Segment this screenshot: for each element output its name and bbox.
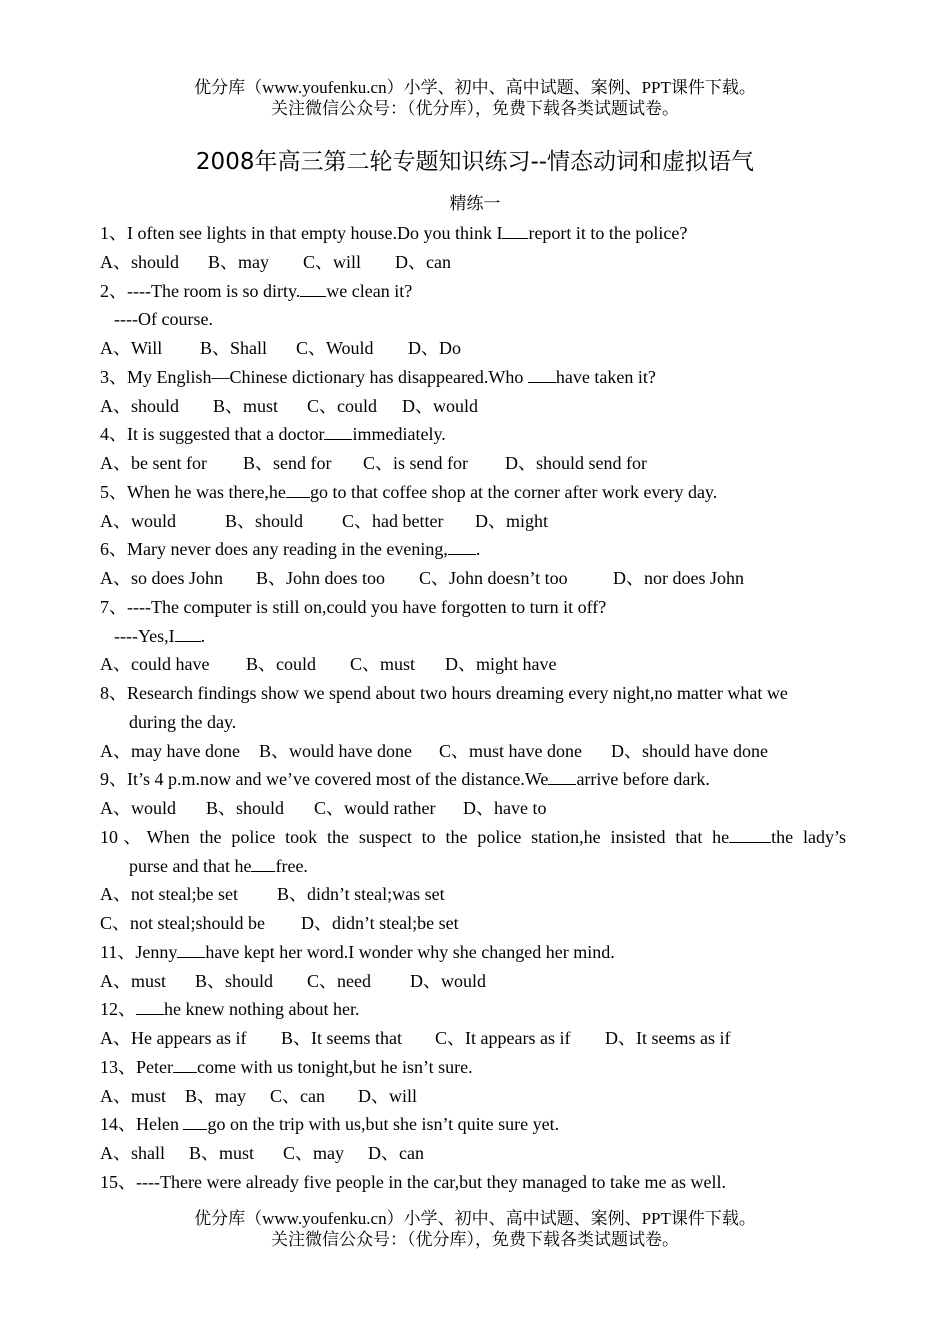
question-text: 12、	[100, 999, 136, 1020]
option-b: B、must	[189, 1143, 255, 1163]
option-c: C、Would	[296, 338, 374, 358]
option-b: B、may	[208, 251, 269, 272]
option-d: D、would	[402, 395, 478, 416]
option-d: D、might have	[445, 654, 557, 675]
option-d: D、didn’t steal;be set	[301, 913, 459, 933]
answer-blank	[502, 220, 528, 239]
question-text: 10、When the police took the suspect to the police station,he insisted that he	[100, 826, 730, 847]
question-text: 13、Peter	[100, 1056, 173, 1077]
question-12	[100, 995, 846, 1024]
option-a: A、should	[100, 395, 180, 416]
question-text: 3、My English—Chinese dictionary has disappeared.Who	[100, 366, 528, 387]
question-14	[100, 1110, 846, 1139]
answer-blank	[175, 623, 201, 642]
answer-blank	[251, 853, 275, 872]
question-13	[100, 1053, 846, 1082]
question-2-options	[100, 334, 846, 363]
question-5-options	[100, 507, 846, 536]
option-c: C、It appears as if	[435, 1028, 571, 1048]
question-text: ----Yes,I	[114, 625, 175, 646]
question-9-options	[100, 794, 846, 823]
option-a: A、would	[100, 798, 176, 818]
header-line-2: 关注微信公众号：（优分库），免费下载各类试题试卷。	[271, 99, 679, 118]
option-a: A、must	[100, 970, 167, 991]
option-d: D、will	[358, 1085, 418, 1106]
question-8-continued: during the day.	[129, 711, 237, 732]
question-11-options	[100, 967, 846, 996]
question-text: arrive before dark.	[576, 769, 710, 790]
option-b: B、may	[185, 1085, 246, 1106]
option-c: C、must	[350, 654, 416, 675]
option-b: B、send for	[243, 453, 332, 473]
question-9	[100, 765, 846, 794]
page-header	[0, 77, 950, 119]
option-b: B、John does too	[256, 568, 386, 588]
option-a: A、should	[100, 251, 180, 272]
answer-blank	[300, 278, 326, 297]
question-text: go to that coffee shop at the corner after work every day.	[309, 481, 718, 502]
question-text: 6、Mary never does any reading in the evening,	[100, 539, 448, 560]
option-d: D、nor does John	[613, 568, 744, 588]
question-text: immediately.	[352, 424, 446, 445]
option-d: D、should send for	[505, 453, 647, 473]
question-1-options	[100, 248, 846, 277]
question-8: 8、Research findings show we spend about two hours dreaming every night,no matter what we	[100, 683, 788, 703]
option-a: A、shall	[100, 1143, 165, 1163]
option-c: C、would rather	[314, 798, 436, 818]
question-3	[100, 363, 846, 392]
question-text: purse and that he	[129, 855, 252, 876]
question-4-options	[100, 449, 846, 478]
question-text: report it to the police?	[528, 223, 688, 243]
option-d: D、can	[368, 1143, 424, 1163]
option-b: B、didn’t steal;was set	[277, 884, 445, 905]
option-b: B、Shall	[200, 338, 268, 358]
question-text: 11、Jenny	[100, 941, 178, 962]
question-list	[100, 219, 846, 1197]
option-b: B、It seems that	[281, 1028, 402, 1048]
option-c: C、need	[307, 970, 371, 991]
question-14-options	[100, 1139, 846, 1168]
answer-blank	[729, 824, 771, 843]
question-12-options	[100, 1024, 846, 1053]
question-1	[100, 219, 846, 248]
question-7-reply	[100, 622, 846, 651]
option-d: D、It seems as if	[605, 1028, 731, 1048]
answer-blank	[286, 479, 310, 498]
question-text: free.	[275, 855, 308, 876]
question-2	[100, 277, 846, 306]
question-text: come with us tonight,but he isn’t sure.	[196, 1056, 473, 1077]
question-15: 15、----There were already five people in the car,but they managed to take me as well.	[100, 1171, 727, 1192]
question-6	[100, 535, 846, 564]
question-text: 2、----The room is so dirty.	[100, 280, 301, 301]
answer-blank	[173, 1054, 197, 1073]
page-footer	[0, 1208, 950, 1250]
option-d: D、should have done	[611, 740, 768, 761]
option-c: C、must have done	[439, 740, 582, 761]
option-a: A、would	[100, 510, 176, 531]
question-text: 5、When he was there,he	[100, 481, 286, 502]
answer-blank	[183, 1111, 207, 1130]
answer-blank	[528, 364, 556, 383]
question-text: we clean it?	[326, 280, 413, 301]
answer-blank	[177, 939, 205, 958]
question-11	[100, 938, 846, 967]
option-a: A、so does John	[100, 568, 224, 588]
option-a: A、Will	[100, 338, 163, 358]
question-text: .	[475, 539, 481, 560]
question-text: he knew nothing about her.	[164, 999, 360, 1020]
question-2-reply: ----Of course.	[114, 309, 213, 330]
option-b: B、must	[213, 395, 279, 416]
option-c: C、could	[307, 395, 377, 416]
question-10-continued	[100, 852, 846, 881]
option-b: B、would have done	[259, 740, 412, 761]
question-text: go on the trip with us,but she isn’t quite sure yet.	[207, 1114, 560, 1135]
question-13-options	[100, 1082, 846, 1111]
option-d: D、can	[395, 251, 451, 272]
footer-line-1: 优分库（www.youfenku.cn）小学、初中、高中试题、案例、PPT课件下载。	[194, 1209, 756, 1228]
option-d: D、have to	[463, 798, 547, 818]
option-a: A、could have	[100, 654, 210, 675]
option-b: B、should	[206, 798, 285, 818]
header-line-1: 优分库（www.youfenku.cn）小学、初中、高中试题、案例、PPT课件下载。	[194, 78, 756, 97]
option-a: A、He appears as if	[100, 1028, 247, 1048]
question-7-options	[100, 650, 846, 679]
question-text: have kept her word.I wonder why she changed her mind.	[205, 941, 615, 962]
document-title: 2008年高三第二轮专题知识练习--情态动词和虚拟语气	[195, 149, 755, 175]
option-c: C、is send for	[363, 453, 468, 473]
option-b: B、should	[225, 510, 304, 531]
answer-blank	[136, 996, 164, 1015]
option-b: B、should	[195, 970, 274, 991]
option-d: D、Do	[408, 338, 461, 358]
question-3-options	[100, 392, 846, 421]
option-d: D、would	[410, 970, 486, 991]
question-4	[100, 420, 846, 449]
question-text: 4、It is suggested that a doctor	[100, 424, 325, 445]
option-b: B、could	[246, 654, 316, 675]
question-5	[100, 478, 846, 507]
option-c: C、will	[303, 251, 362, 272]
option-d: D、might	[475, 510, 549, 531]
option-a: A、be sent for	[100, 453, 207, 473]
answer-blank	[548, 766, 576, 785]
question-text: 14、Helen	[100, 1114, 184, 1135]
question-10-options-row-1	[100, 880, 846, 909]
option-c: C、had better	[342, 510, 444, 531]
option-a: A、may have done	[100, 740, 240, 761]
section-subtitle: 精练一	[449, 194, 501, 213]
question-text: have taken it?	[555, 366, 656, 387]
question-text: 9、It’s 4 p.m.now and we’ve covered most of the distance.We	[100, 769, 549, 790]
question-6-options	[100, 564, 846, 593]
option-a: A、not steal;be set	[100, 884, 238, 905]
question-text: .	[200, 625, 206, 646]
question-8-options	[100, 737, 846, 766]
question-7: 7、----The computer is still on,could you have forgotten to turn it off?	[100, 596, 607, 617]
question-text: the lady’s	[771, 826, 846, 847]
question-10-options-row-2	[100, 909, 846, 938]
option-c: C、can	[270, 1085, 325, 1106]
footer-line-2: 关注微信公众号：（优分库），免费下载各类试题试卷。	[271, 1230, 679, 1249]
answer-blank	[448, 536, 476, 555]
option-c: C、may	[283, 1143, 344, 1163]
question-text: 1、I often see lights in that empty house.Do you think I	[100, 223, 503, 243]
option-a: A、must	[100, 1085, 167, 1106]
option-c: C、not steal;should be	[100, 913, 265, 933]
option-c: C、John doesn’t too	[419, 568, 568, 588]
answer-blank	[324, 421, 352, 440]
question-10	[100, 823, 846, 852]
